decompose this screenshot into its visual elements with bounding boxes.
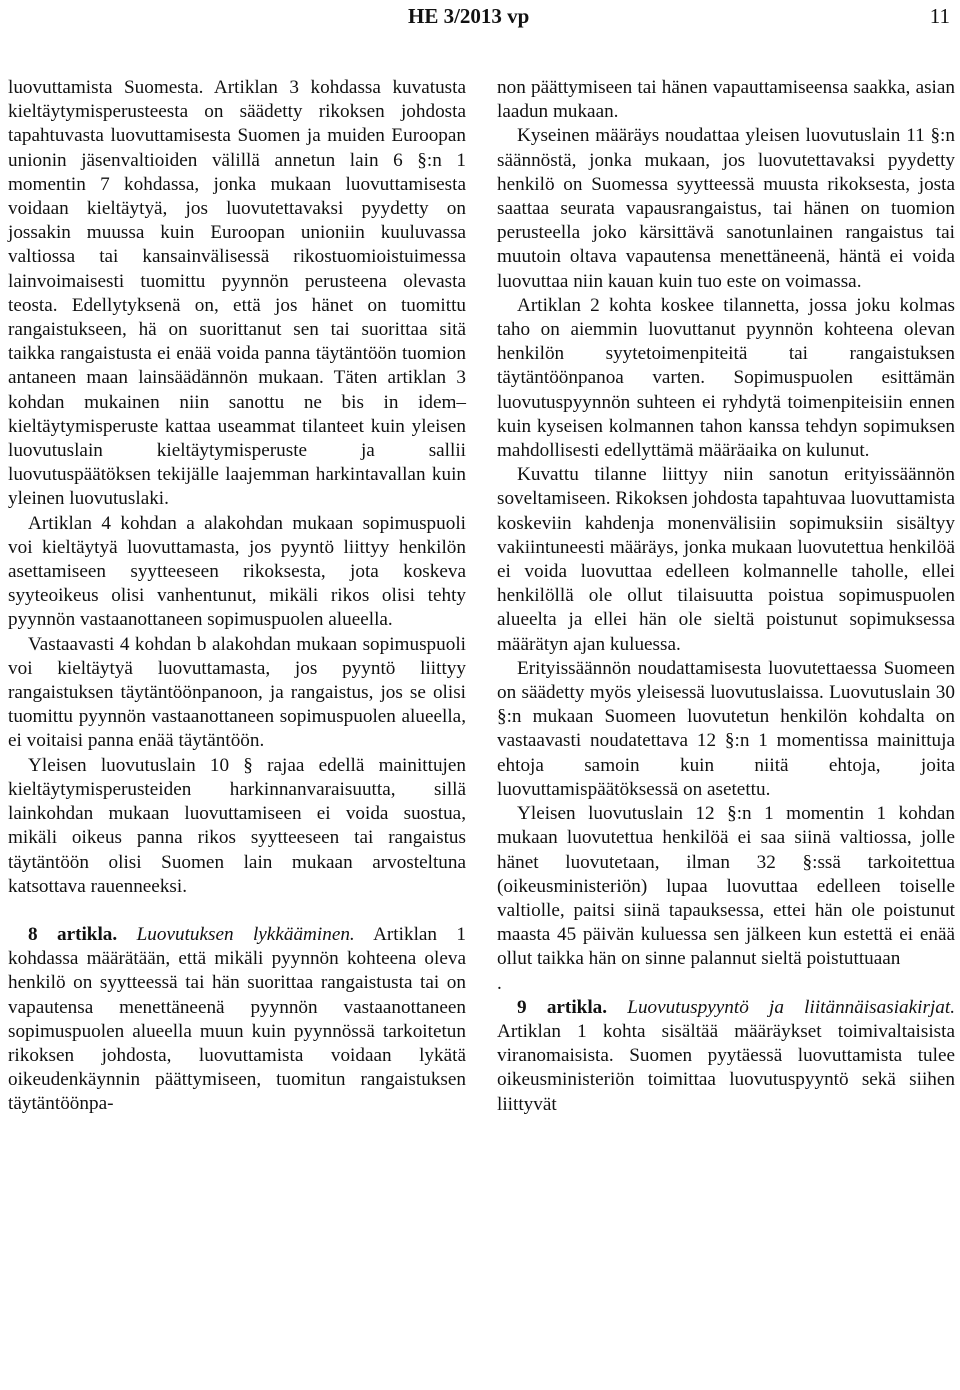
article-8-text: Artiklan 1 kohdassa määrätään, että mikäli pyynnön kohteena oleva henkilö on syytteessä tai hän suorittaa rangaistusta tai on vapautensa menettäneenä pyynnön vastaanottaneen sopimuspuolen alueella muun kuin pyynnössä tarkoitetun rikoksen johdosta, luovuttamista voidaan lykätä oikeudenkäynnin päättymiseen, tuomitun rangaistuksen täytäntöönpa-	[8, 923, 466, 1115]
paragraph: Artiklan 4 kohdan a alakohdan mukaan sopimuspuoli voi kieltäytyä luovuttamasta, jos pyyntö liittyy henkilön asettamiseen syytteeseen rikoksesta, jota koskeva syyteoikeus olisi vanhentunut, mikäli rikos olisi tehty pyynnön vastaanottaneen sopimuspuolen alueella.	[8, 512, 466, 631]
paragraph: Kyseinen määräys noudattaa yleisen luovutuslain 11 §:n säännöstä, jonka mukaan, jos luovutettavaksi pyydetty henkilö on Suomessa syytteessä muusta rikoksesta, josta saattaa seurata vapausrangaistus, tai hänen on tuomion perusteella joko kärsittävä sanotunlainen rangaistus tai muutoin oltava vapautensa menettäneenä, häntä ei voida luovuttaa niin kauan kuin tuo este on voimassa.	[497, 125, 955, 292]
paragraph: Artiklan 2 kohta koskee tilannetta, jossa joku kolmas taho on aiemmin luovuttanut pyynnön kohteena olevan henkilön syytetoimenpiteitä tai rangaistuksen täytäntöönpanoa varten. Sopimuspuolen esittämän luovutuspyynnön suhteen ei ryhdytä toimenpiteisiin ennen kuin kyseisen kolmannen tahon kanssa tehdyn sopimuksen mahdollisesti edellyttämä määräaika on kulunut.	[497, 294, 955, 462]
article-9-paragraph	[497, 996, 955, 1117]
right-column	[497, 76, 955, 1117]
article-9-number: 9 artikla.	[517, 996, 608, 1018]
article-9-text: Artiklan 1 kohta sisältää määräykset toimivaltaisista viranomaisista. Suomen pyytäessä luovuttamista tulee oikeusministeriön toimittaa luovutuspyyntö sekä siihen liittyvät	[497, 1020, 955, 1115]
document-id: HE 3/2013 vp	[408, 4, 530, 28]
paragraph: Yleisen luovutuslain 10 § rajaa edellä mainittujen kieltäytymisperusteiden harkinnanvaraisuutta, sillä lainkohdan mukaan luovuttamiseen ei voida suostua, mikäli oikeus panna rikos syytteeseen tai rangaistus täytäntöön olisi Suomen lain mukaan arvosteltuna katsottava rauenneeksi.	[8, 754, 466, 897]
article-9-title: Luovutuspyyntö ja liitännäisasiakirjat.	[627, 996, 956, 1018]
page-header	[8, 0, 952, 40]
paragraph: Kuvattu tilanne liittyy niin sanotun erityissäännön soveltamiseen. Rikoksen johdosta tapahtuvaa luovuttamista koskeviin kahdenja monenvälisiin sopimuksiin sisältyy vakiintuneesti määräys, jonka mukaan luovutettua henkilöä ei voida luovuttaa edelleen kolmannelle taholle, ellei henkilöllä ole ollut tilaisuutta poistua sopimuspuolen alueelta ja ellei hän ole sieltä poistunut sopimuksessa määrätyn ajan kuluessa.	[497, 464, 955, 655]
article-8-paragraph	[8, 923, 466, 1117]
article-8-number: 8 artikla.	[28, 923, 118, 945]
article-8-title: Luovutuksen lykkääminen.	[136, 923, 355, 945]
paragraph: non päättymiseen tai hänen vapauttamiseensa saakka, asian laadun mukaan.	[497, 77, 955, 123]
page-number: 11	[929, 4, 950, 28]
paragraph: Yleisen luovutuslain 12 §:n 1 momentin 1 kohdan mukaan luovutettua henkilöä ei saa siinä valtiossa, jolle hänet luovutetaan, ilman 32 §:ssä tarkoitettua (oikeusministeriön) lupaa luovuttaa edelleen toiselle valtiolle, paitsi siinä tapauksessa, ettei hän ole poistunut maasta 45 päivän kuluessa sen jälkeen kun estettä ei enää ollut taikka hän on sinne palannut sieltä poistuttuaan	[497, 803, 955, 970]
paragraph: Erityissäännön noudattamisesta luovutettaessa Suomeen on säädetty myös yleisessä luovutuslaissa. Luovutuslain 30 §:n mukaan Suomeen luovutetun henkilön kohdalta on vastaavasti noudatettava 12 §:n 1 momentissa mainittuja ehtoja samoin kuin niitä ehtoja, joita luovuttamispäätöksessä on asetettu.	[497, 657, 955, 800]
stray-period: .	[497, 972, 502, 994]
paragraph: luovuttamista Suomesta. Artiklan 3 kohdassa kuvatusta kieltäytymisperusteesta on säädetty rikoksen johdosta tapahtuvasta luovuttamisesta Suomen ja muiden Euroopan unionin jäsenvaltioiden välillä annetun lain 6 §:n 1 momentin 7 kohdassa, jonka mukaan luovuttamisesta voidaan kieltäytyä, jos luovutettavaksi pyydetty on jossakin muussa kuin Euroopan unioniin kuuluvassa valtiossa tai kansainvälisessä rikostuomioistuimessa lainvoimaisesti tuomittu pyynnön perusteena olevasta teosta. Edellytyksenä on, että jos hänet on tuomittu rangaistukseen, hä on suorittanut sen tai suorittaa sitä taikka rangaistusta ei enää voida panna täytäntöön tuomion antaneen maan lainsäädännön mukaan. Täten artiklan 3 kohdan mukainen niin sanottu ne bis in idem–kieltäytymisperuste kattaa useammat tilanteet kuin yleisen luovutuslain kieltäytymisperuste ja sallii luovutuspäätöksen tekijälle laajemman harkintavallan kuin yleinen luovutuslaki.	[8, 77, 466, 510]
paragraph: Vastaavasti 4 kohdan b alakohdan mukaan sopimuspuoli voi kieltäytyä luovuttamasta, jos pyyntö liittyy rangaistuksen täytäntöönpanoon, ja rangaistus, jos se olisi tuomittu pyynnön vastaanottaneen sopimuspuolen alueella, ei voitaisi panna enää täytäntöön.	[8, 633, 466, 752]
left-column	[8, 76, 466, 1117]
